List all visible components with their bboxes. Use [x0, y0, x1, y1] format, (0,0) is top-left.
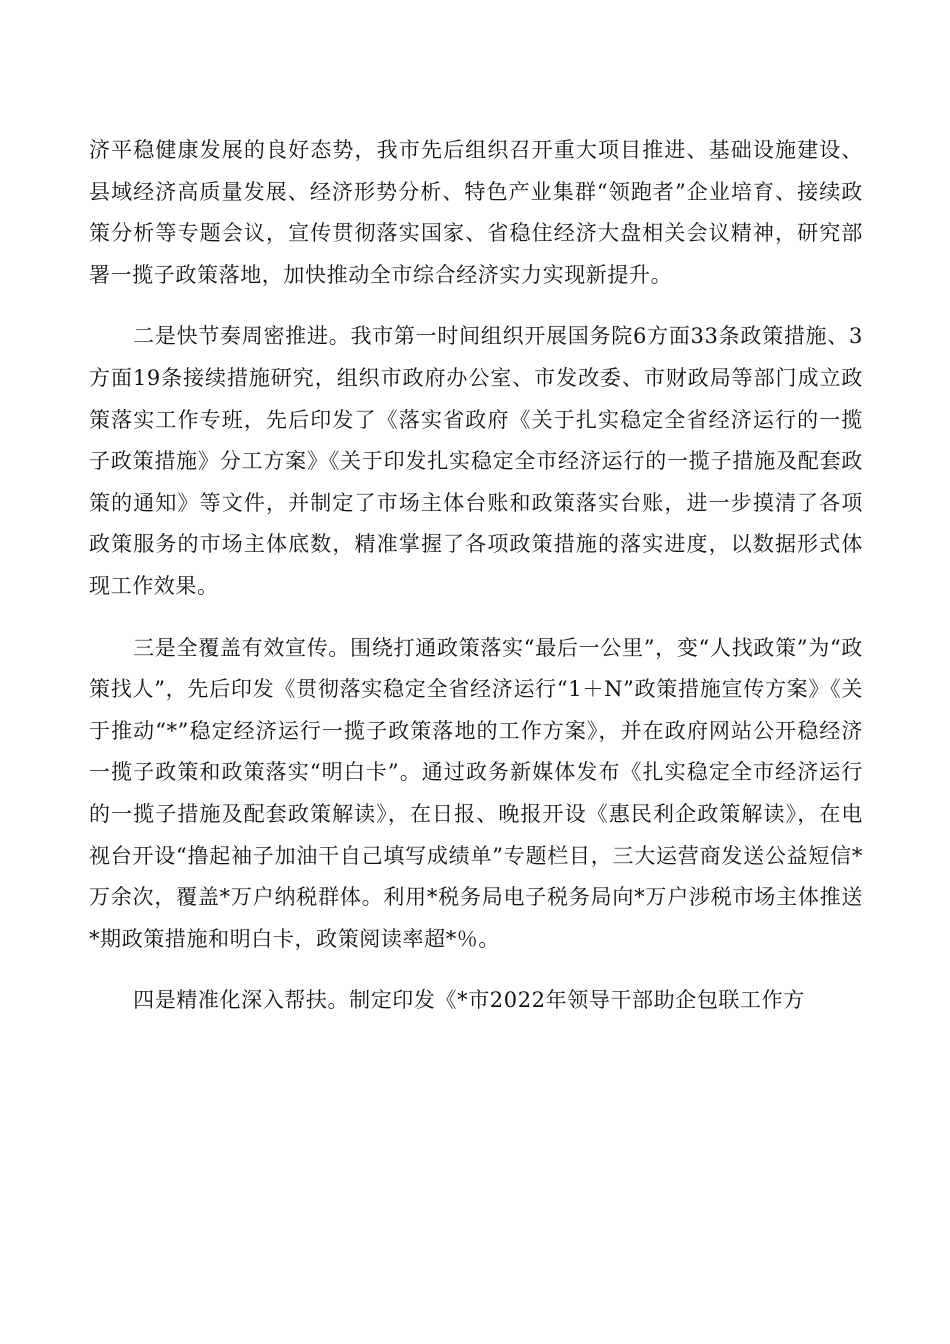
paragraph-fast-pace: 二是快节奏周密推进。我市第一时间组织开展国务院6方面33条政策措施、3方面19条接续措施研究，组织市政府办公室、市发改委、市财政局等部门成立政策落实工作专班，先后印发了《落实省政府《关于扎实稳定全省经济运行的一揽子政策措施》分工方案》《关于印发扎实稳定全市经济运行的一揽子措施及配套政策的通知》等文件，并制定了市场主体台账和政策落实台账，进一步摸清了各项政策服务的市场主体底数，精准掌握了各项政策措施的落实进度，以数据形式体现工作效果。	[89, 324, 863, 598]
paragraph-full-coverage: 三是全覆盖有效宣传。围绕打通政策落实“最后一公里”，变“人找政策”为“政策找人”，先后印发《贯彻落实稳定全省经济运行“1＋N”政策措施宣传方案》《关于推动“*”稳定经济运行一揽子政策落地的工作方案》，并在政府网站公开稳经济一揽子政策和政策落实“明白卡”。通过政务新媒体发布《扎实稳定全市经济运行的一揽子措施及配套政策解读》，在日报、晚报开设《惠民利企政策解读》，在电视台开设“撸起袖子加油干自己填写成绩单”专题栏目，三大运营商发送公益短信*万余次，覆盖*万户纳税群体。利用*税务局电子税务局向*万户涉税市场主体推送*期政策措施和明白卡，政策阅读率超*％。	[89, 635, 863, 951]
paragraph-continuation: 济平稳健康发展的良好态势，我市先后组织召开重大项目推进、基础设施建设、县域经济高质量发展、经济形势分析、特色产业集群“领跑者”企业培育、接续政策分析等专题会议，宣传贯彻落实国家、省稳住经济大盘相关会议精神，研究部署一揽子政策落地，加快推动全市综合经济实力实现新提升。	[89, 138, 863, 287]
paragraph-precise-assistance: 四是精准化深入帮扶。制定印发《*市2022年领导干部助企包联工作方	[133, 988, 805, 1013]
document-body	[89, 130, 863, 1022]
